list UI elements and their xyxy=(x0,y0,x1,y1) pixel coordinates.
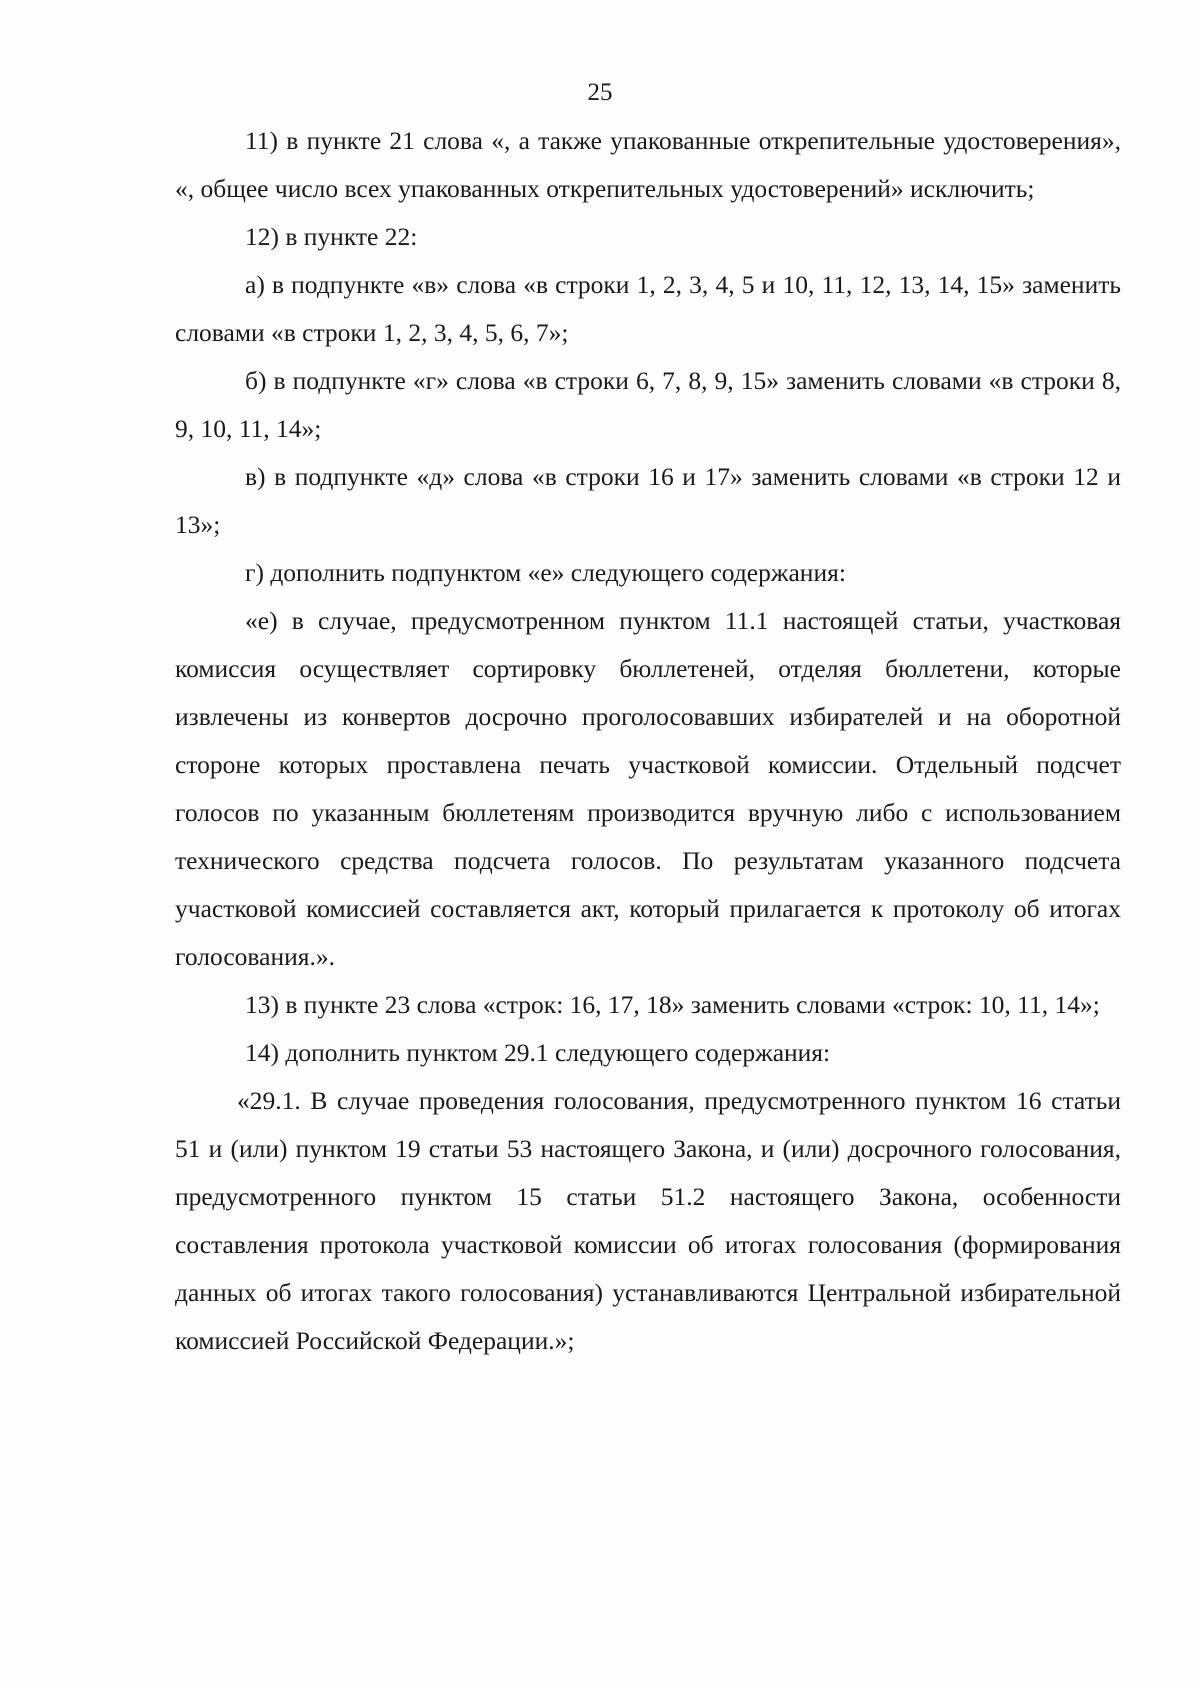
paragraph-quoted-e: «е) в случае, предусмотренном пунктом 11.1 настоящей статьи, участковая комиссия осуществляет сортировку бюллетеней, отделяя бюллетени, которые извлечены из конвертов досрочно проголосовавших избирателей и на оборотной стороне которых проставлена печать участковой комиссии. Отдельный подсчет голосов по указанным бюллетеням производится вручную либо с использованием технического средства подсчета голосов. По результатам указанного подсчета участковой комиссией составляется акт, который прилагается к протоколу об итогах голосования.». xyxy=(175,606,1121,971)
document-body xyxy=(175,117,1121,1365)
paragraph-subitem-a: а) в подпункте «в» слова «в строки 1, 2, 3, 4, 5 и 10, 11, 12, 13, 14, 15» заменить словами «в строки 1, 2, 3, 4, 5, 6, 7»; xyxy=(175,270,1121,347)
paragraph-item-11: 11) в пункте 21 слова «, а также упакованные открепительные удостоверения», «, общее число всех упакованных открепительных удостоверений» исключить; xyxy=(175,126,1121,203)
paragraph-quoted-29-1: «29.1. В случае проведения голосования, предусмотренного пунктом 16 статьи 51 и (или) пунктом 19 статьи 53 настоящего Закона, и (или) досрочного голосования, предусмотренного пунктом 15 статьи 51.2 настоящего Закона, особенности составления протокола участковой комиссии об итогах голосования (формирования данных об итогах такого голосования) устанавливаются Центральной избирательной комиссией Российской Федерации.»; xyxy=(175,1086,1121,1355)
paragraph-subitem-v: в) в подпункте «д» слова «в строки 16 и 17» заменить словами «в строки 12 и 13»; xyxy=(175,462,1121,539)
paragraph-subitem-b: б) в подпункте «г» слова «в строки 6, 7, 8, 9, 15» заменить словами «в строки 8, 9, 10, 11, 14»; xyxy=(175,366,1121,443)
paragraph-item-14: 14) дополнить пунктом 29.1 следующего содержания: xyxy=(245,1038,831,1067)
paragraph-item-12: 12) в пункте 22: xyxy=(245,222,418,251)
page-number: 25 xyxy=(587,79,613,106)
paragraph-item-13: 13) в пункте 23 слова «строк: 16, 17, 18» заменить словами «строк: 10, 11, 14»; xyxy=(245,990,1100,1019)
paragraph-subitem-g: г) дополнить подпунктом «е» следующего содержания: xyxy=(245,558,846,587)
